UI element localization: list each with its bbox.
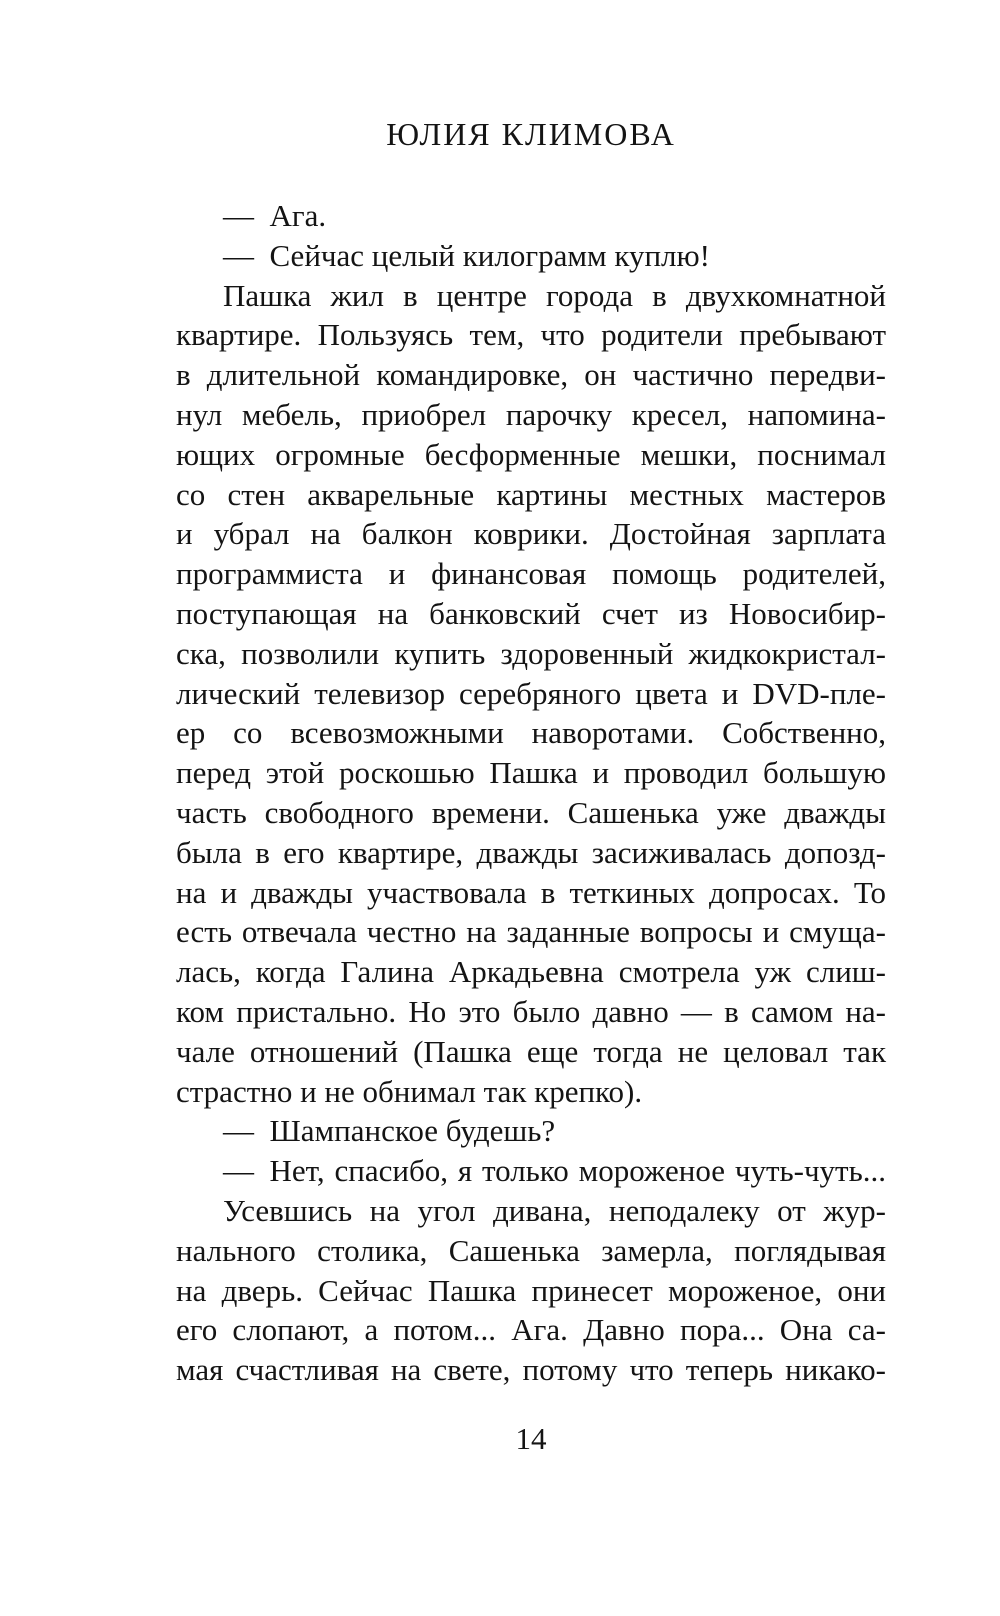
page-header-author: ЮЛИЯ КЛИМОВА	[386, 116, 676, 152]
text-line: нул мебель, приобрел парочку кресел, напомина-	[176, 396, 886, 432]
text-line: есть отвечала честно на заданные вопросы и смуща-	[176, 914, 886, 950]
text-line: лась, когда Галина Аркадьевна смотрела уж слиш-	[176, 954, 886, 990]
text-line: его слопают, а потом... Ага. Давно пора... Она са-	[176, 1312, 886, 1348]
text-line: ска, позволили купить здоровенный жидкокристал-	[176, 635, 886, 671]
text-line: лический телевизор серебряного цвета и DVD-пле-	[176, 675, 886, 711]
text-line: — Нет, спасибо, я только мороженое чуть-чуть...	[223, 1153, 886, 1189]
text-line: на и дважды участвовала в теткиных допросах. То	[176, 874, 886, 910]
text-line: нального столика, Сашенька замерла, поглядывая	[176, 1232, 886, 1268]
text-line: и убрал на балкон коврики. Достойная зарплата	[176, 516, 886, 552]
text-line: ющих огромные бесформенные мешки, поснимал	[176, 436, 886, 472]
text-line: была в его квартире, дважды засиживалась допозд-	[176, 834, 886, 870]
text-line: часть свободного времени. Сашенька уже дважды	[176, 794, 886, 830]
text-line: — Сейчас целый килограмм куплю!	[223, 237, 710, 273]
text-line: в длительной командировке, он частично передви-	[176, 357, 886, 393]
page-body-text	[176, 196, 886, 1390]
text-line: мая счастливая на свете, потому что теперь никако-	[176, 1352, 886, 1388]
text-line: чале отношений (Пашка еще тогда не целовал так	[176, 1033, 886, 1069]
text-line: поступающая на банковский счет из Новосибир-	[176, 595, 886, 631]
text-line: страстно и не обнимал так крепко).	[176, 1073, 643, 1109]
page-number: 14	[515, 1421, 547, 1456]
text-line: программиста и финансовая помощь родителей,	[176, 556, 886, 592]
text-line: Усевшись на угол дивана, неподалеку от жур-	[223, 1192, 886, 1228]
text-line: Пашка жил в центре города в двухкомнатной	[223, 277, 886, 313]
text-line: на дверь. Сейчас Пашка принесет мороженое, они	[176, 1272, 886, 1308]
text-line: — Шампанское будешь?	[223, 1113, 556, 1149]
text-line: квартире. Пользуясь тем, что родители пребывают	[176, 317, 886, 353]
text-line: перед этой роскошью Пашка и проводил большую	[176, 755, 886, 791]
text-line: ком пристально. Но это было давно — в самом на-	[176, 993, 886, 1029]
text-line: — Ага.	[223, 198, 327, 233]
text-line: со стен акварельные картины местных мастеров	[176, 476, 886, 512]
text-line: ер со всевозможными наворотами. Собственно,	[176, 715, 886, 751]
